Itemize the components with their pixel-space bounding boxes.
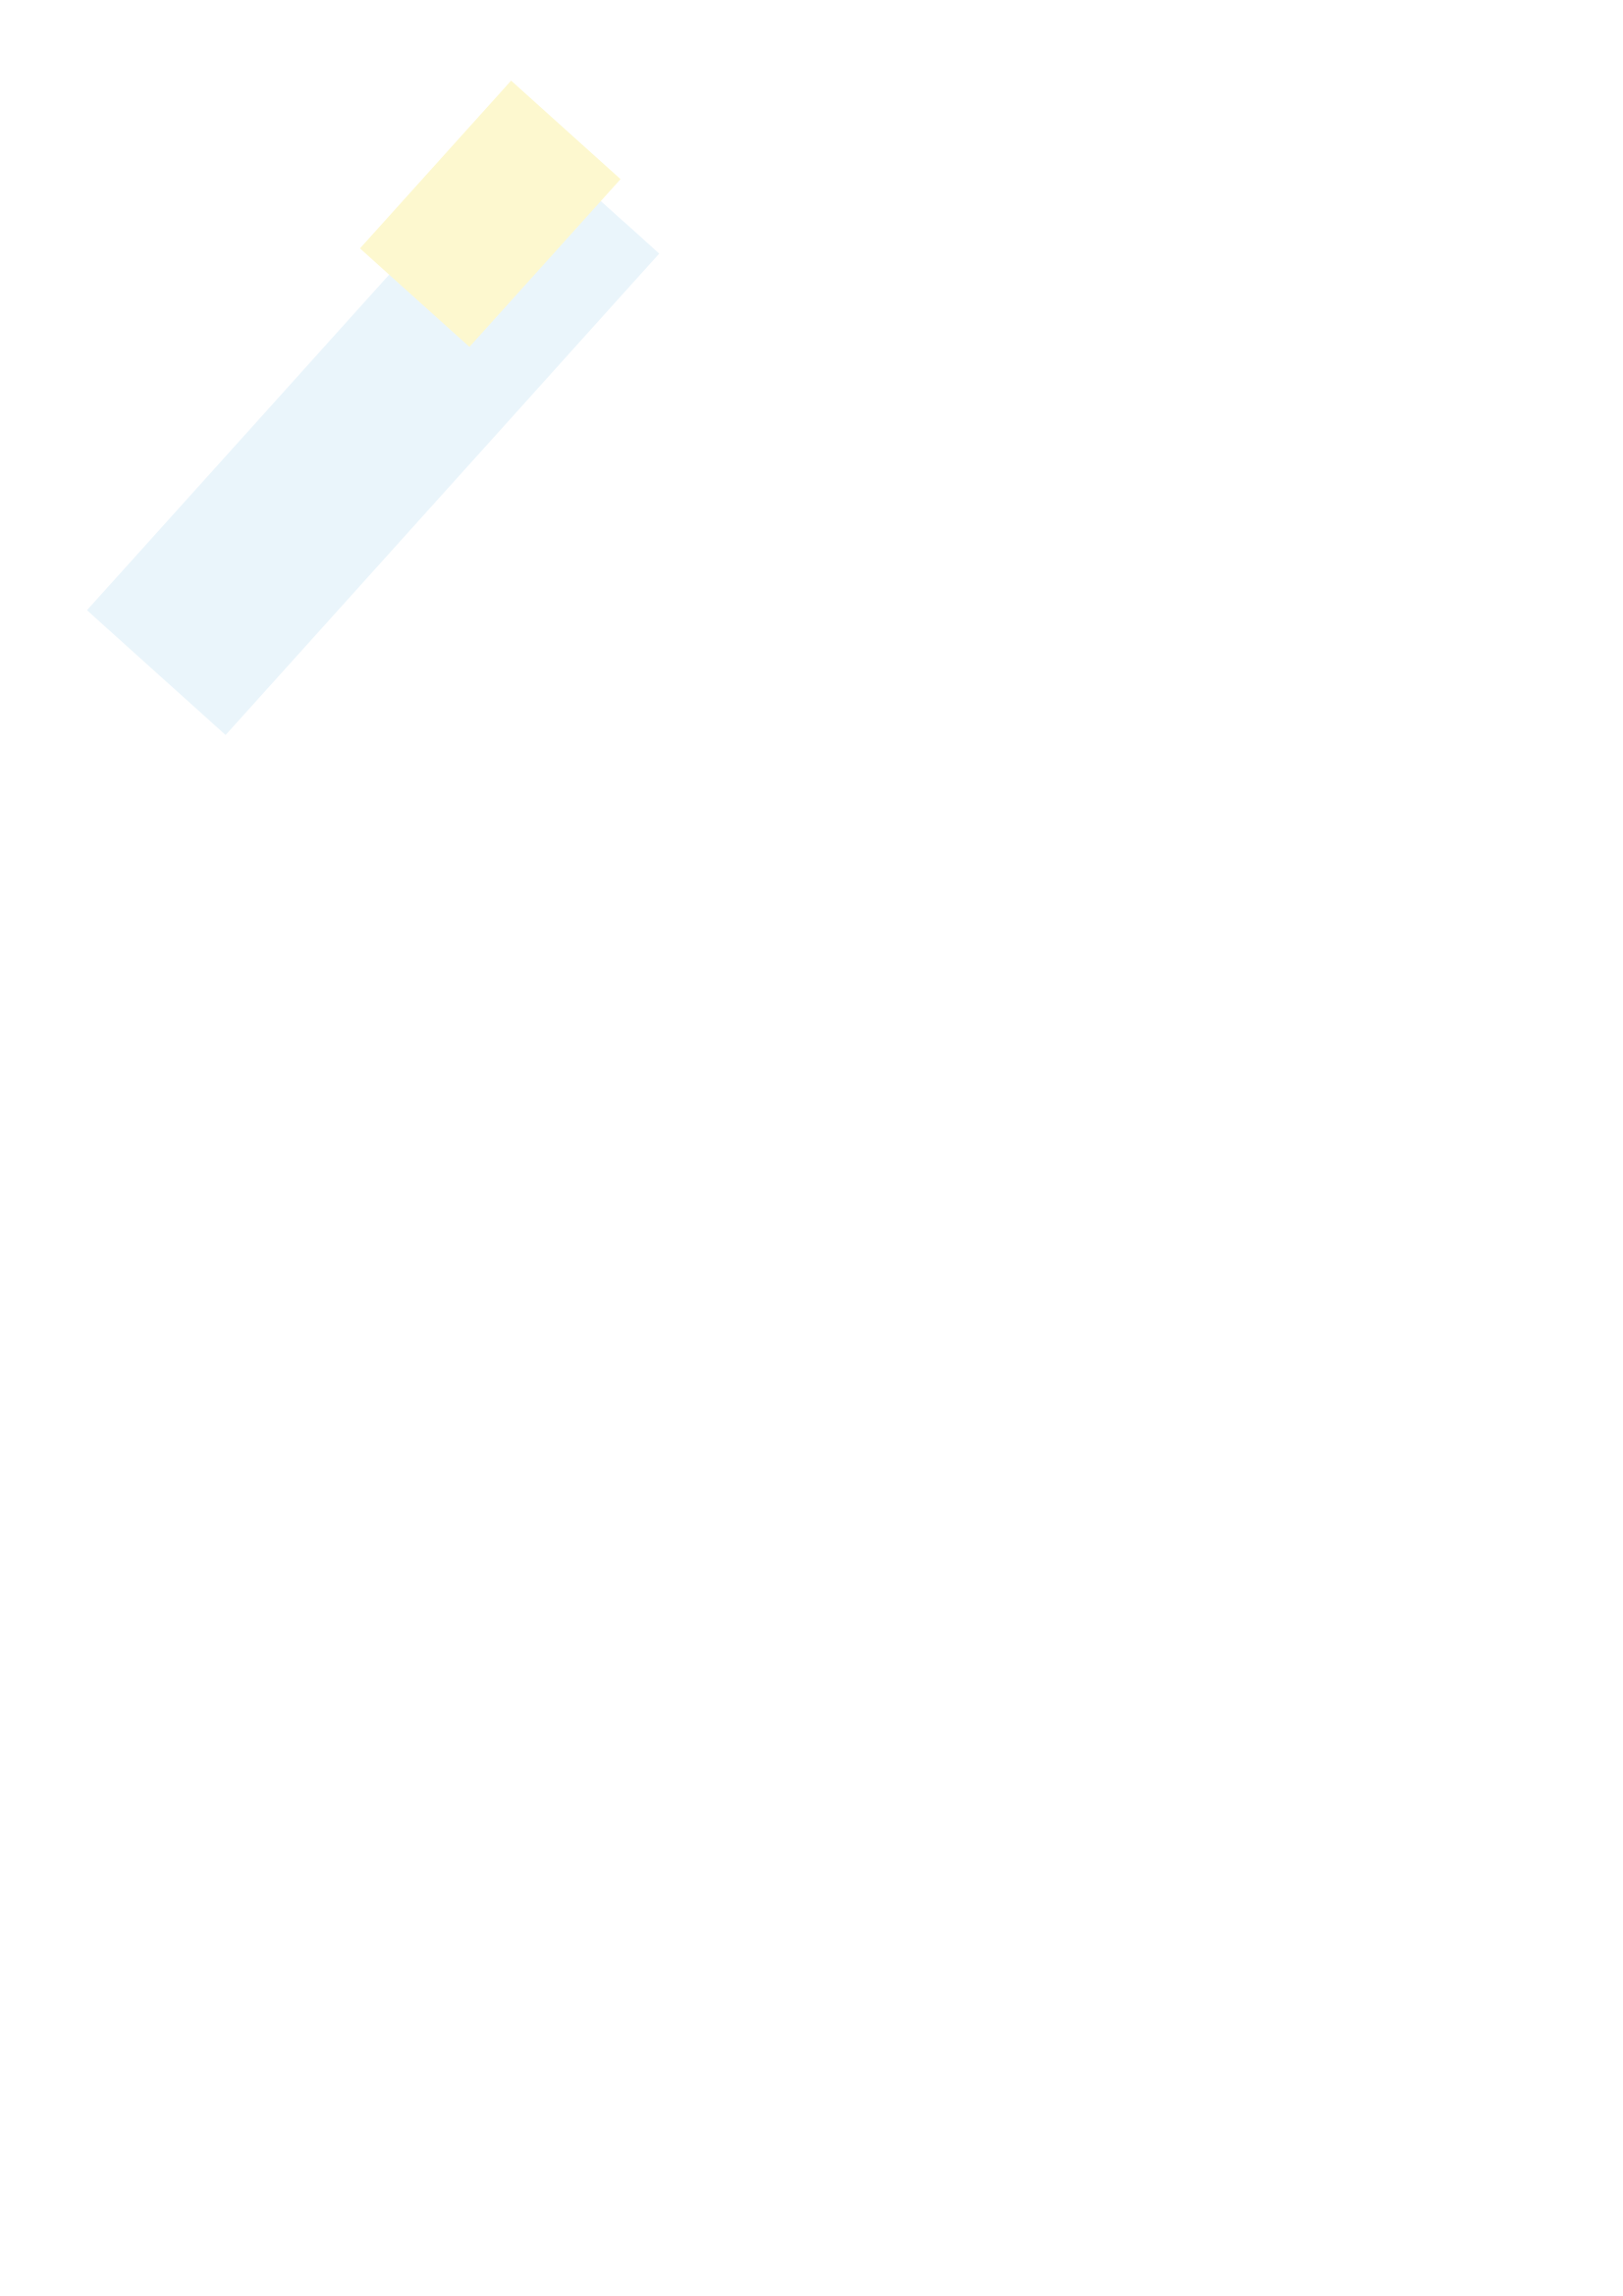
page-content [157,185,1478,224]
skuola-watermark-logo [20,39,727,805]
